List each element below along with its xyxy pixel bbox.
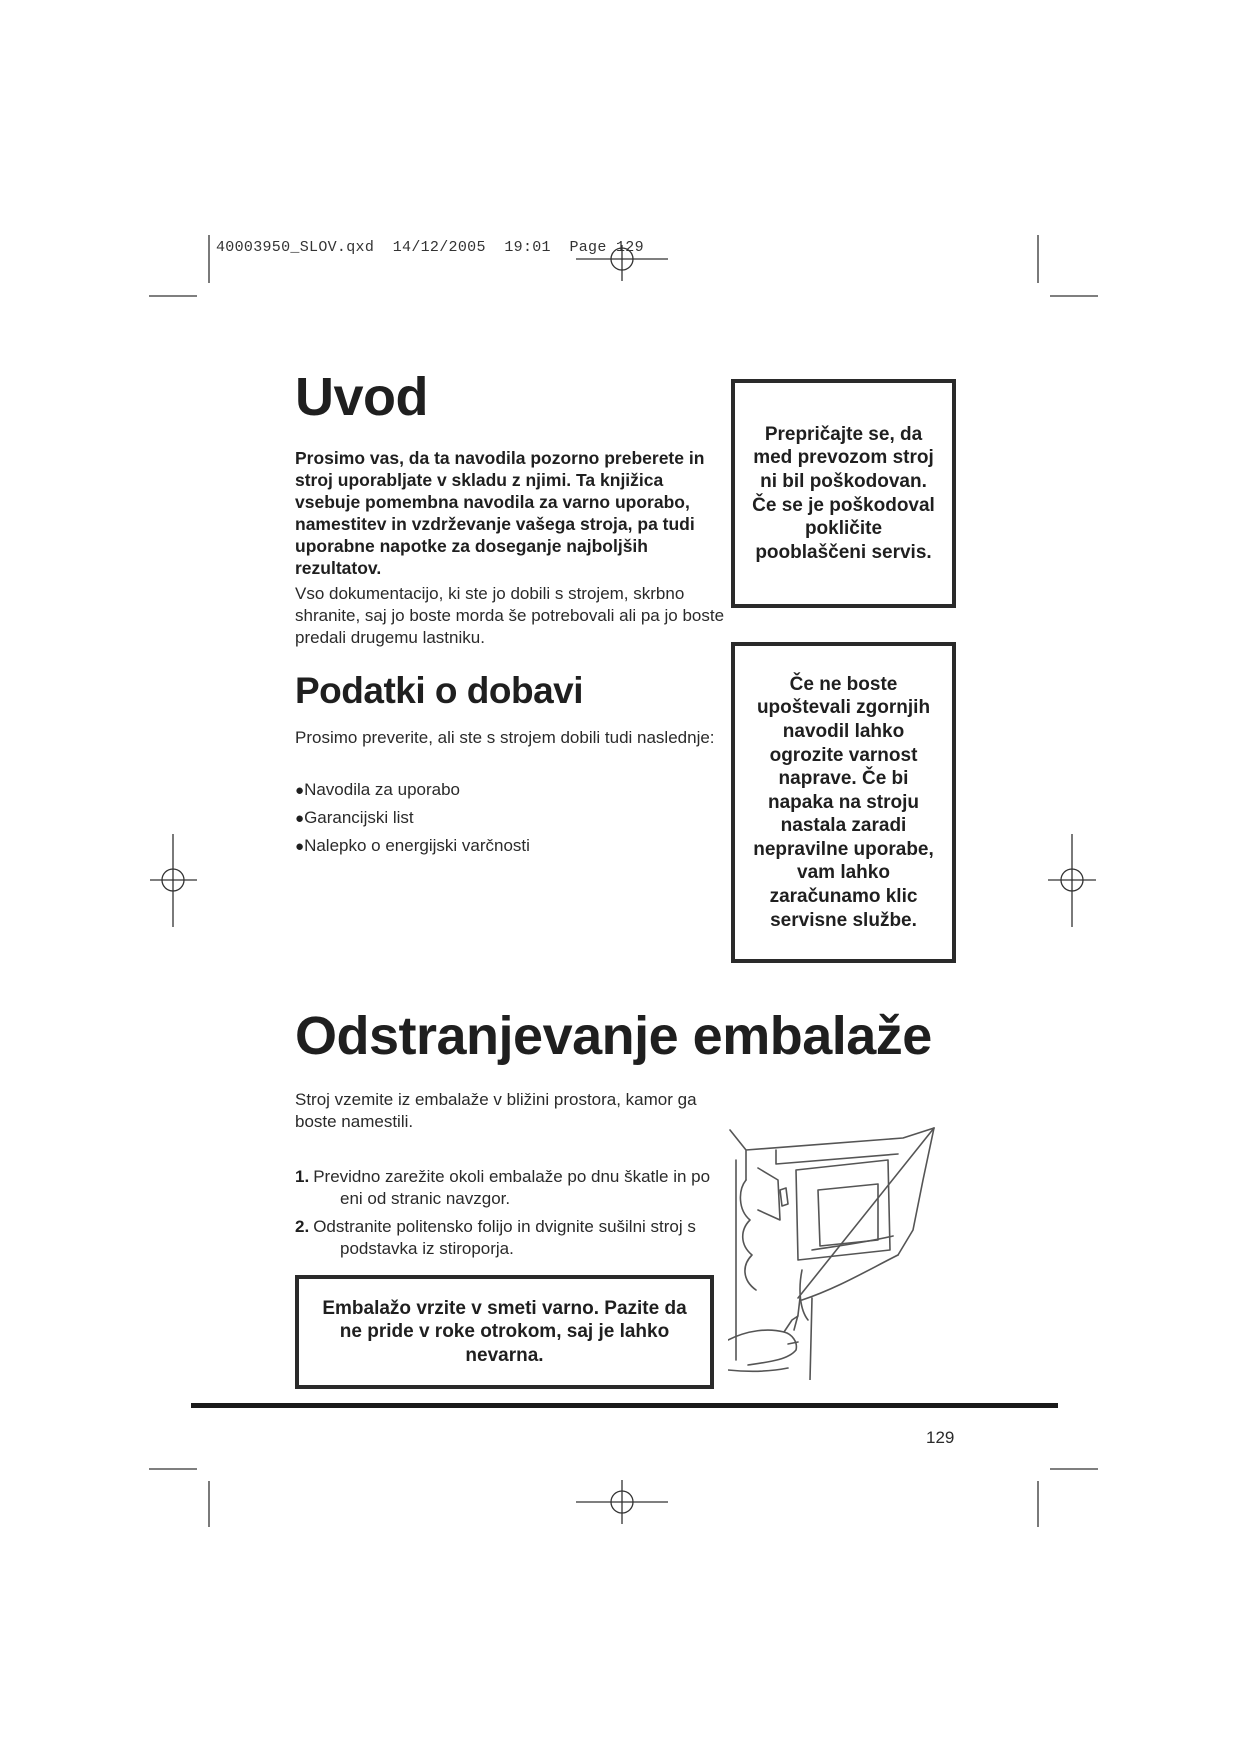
transport-notice-text: Prepričajte se, da med prevozom stroj ni bil poškodovan. Če se je poškodoval pokličite pooblaščeni servis. xyxy=(752,423,935,563)
list-item xyxy=(295,807,530,830)
dispose-notice-box xyxy=(295,1275,714,1389)
list-item-label: Navodila za uporabo xyxy=(304,780,461,799)
bullet-icon: ● xyxy=(295,838,305,855)
warning-notice-text: Če ne boste upoštevali zgornjih navodil lahko ogrozite varnost naprave. Če bi napaka na stroju nastala zaradi nepravilne uporabe, vam lahko zaračunamo klic servisne službe. xyxy=(753,673,934,931)
step-item xyxy=(295,1216,725,1260)
section-title-odstranjevanje: Odstranjevanje embalaže xyxy=(295,1006,932,1066)
step-number: 1. xyxy=(295,1167,310,1186)
dispose-notice-text: Embalažo vrzite v smeti varno. Pazite da ne pride v roke otrokom, saj je lahko nevarna. xyxy=(322,1297,687,1366)
registration-mark-right xyxy=(1048,834,1096,927)
section-title-uvod: Uvod xyxy=(295,367,428,427)
step-text: Odstranite politensko folijo in dvignite sušilni stroj s podstavka iz stiroporja. xyxy=(313,1217,696,1258)
list-item-label: Nalepko o energijski varčnosti xyxy=(304,836,530,855)
intro-paragraph: Vso dokumentacijo, ki ste jo dobili s strojem, skrbno shranite, saj jo boste morda še potrebovali ali pa jo boste predali drugemu lastniku. xyxy=(295,584,725,647)
unpacking-steps xyxy=(295,1166,725,1266)
list-item xyxy=(295,779,530,802)
transport-notice-box xyxy=(731,379,956,608)
intro-bold-paragraph: Prosimo vas, da ta navodila pozorno preberete in stroj uporabljate v skladu z njimi. Ta knjižica vsebuje pomembna navodila za varno uporabo, namestitev in vzdrževanje vašega stroja, pa tudi uporabne napotke za doseganje najboljših rezultatov. xyxy=(295,448,705,578)
footer-rule xyxy=(191,1403,1058,1408)
unpacking-illustration xyxy=(728,1120,943,1380)
registration-mark-left xyxy=(150,834,197,927)
page-number: 129 xyxy=(926,1428,955,1447)
print-slug: 40003950_SLOV.qxd 14/12/2005 19:01 Page 129 xyxy=(216,239,644,256)
bullet-icon: ● xyxy=(295,810,305,827)
supply-paragraph: Prosimo preverite, ali ste s strojem dobili tudi naslednje: xyxy=(295,728,715,747)
step-text: Previdno zarežite okoli embalaže po dnu škatle in po eni od stranic navzgor. xyxy=(313,1167,711,1208)
list-item-label: Garancijski list xyxy=(304,808,414,827)
section-title-podatki: Podatki o dobavi xyxy=(295,670,584,711)
step-number: 2. xyxy=(295,1217,310,1236)
bullet-icon: ● xyxy=(295,782,305,799)
list-item xyxy=(295,835,530,858)
registration-mark-bottom xyxy=(576,1480,668,1524)
unpacking-paragraph: Stroj vzemite iz embalaže v bližini prostora, kamor ga boste namestili. xyxy=(295,1090,697,1131)
step-item xyxy=(295,1166,725,1210)
warning-notice-box xyxy=(731,642,956,963)
supply-list xyxy=(295,779,530,863)
